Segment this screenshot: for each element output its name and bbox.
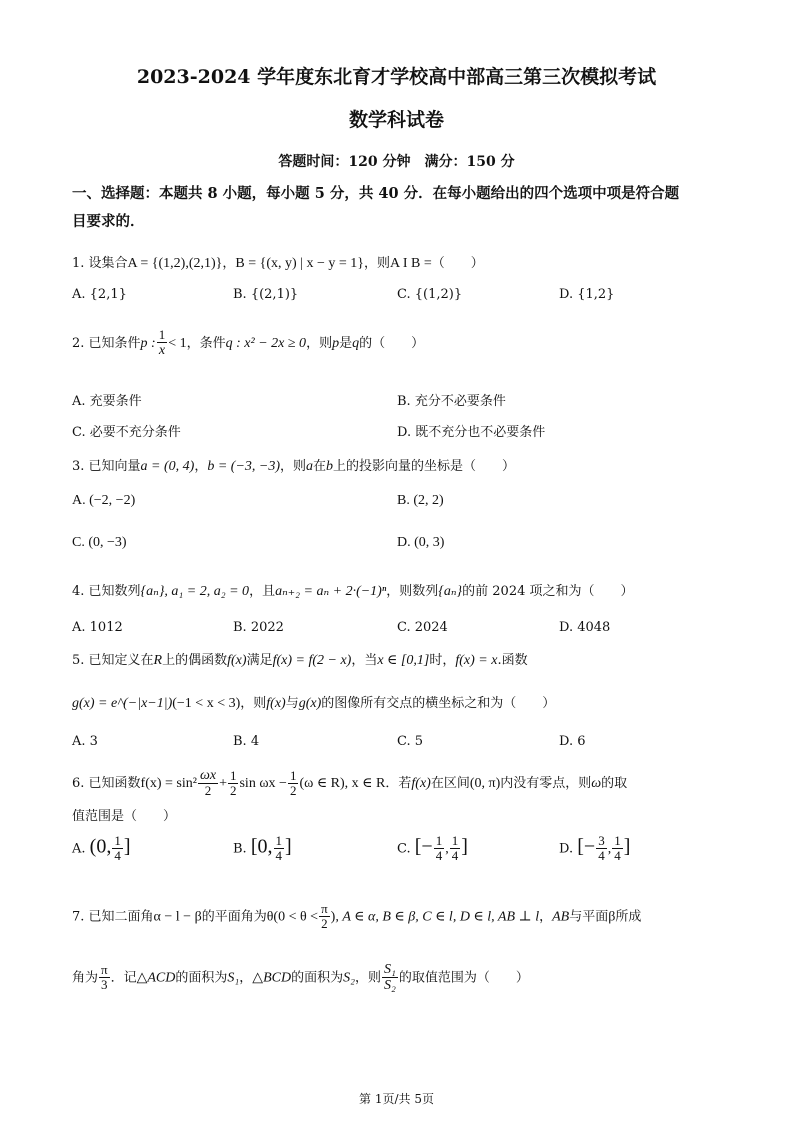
q6-d-num2: 1 xyxy=(614,833,621,848)
q2-tail-p: p xyxy=(332,335,340,351)
q7-beta: β xyxy=(608,909,616,925)
q6-b-num: 1 xyxy=(275,833,282,848)
q5-R: R xyxy=(153,653,163,668)
q6-c-frac2 xyxy=(450,834,461,864)
q6-option-d[interactable] xyxy=(559,834,630,864)
q7-S1: S₁ xyxy=(227,970,240,986)
q3-option-d[interactable]: D. (0, 3) xyxy=(397,535,445,550)
q7-l2-e: 的面积为 xyxy=(291,970,344,986)
subject-title: 数学科试卷 xyxy=(348,109,444,131)
section-heading-line1: 一、选择题：本题共 8 小题，每小题 5 分，共 40 分．在每小题给出的四个选项中项是符合题 xyxy=(72,185,680,202)
q5-option-b[interactable]: B. 4 xyxy=(233,734,260,749)
q5-g-domain: (−1 < x < 3) xyxy=(172,696,241,711)
q4-seq: {aₙ} xyxy=(140,584,165,599)
q7-l2-g: 的取值范围为（ ） xyxy=(398,970,529,986)
q6-d-label: D. xyxy=(559,841,574,857)
q4-option-c[interactable]: C. 2024 xyxy=(397,620,448,635)
q7-l2-f: ，则 xyxy=(354,970,381,986)
q6-interval: (0, π) xyxy=(469,775,501,791)
question-6-line2: 值范围是（ ） xyxy=(72,809,177,824)
q6-frac1-den: 2 xyxy=(204,783,212,799)
q2-then: ，则 xyxy=(306,335,333,351)
q2-option-b[interactable]: B. 充分不必要条件 xyxy=(397,394,506,409)
q6-c-num1: 1 xyxy=(435,833,443,848)
q2-option-c[interactable]: C. 必要不充分条件 xyxy=(72,425,181,440)
q5-g-def: g(x) = e^(−|x−1|) xyxy=(72,696,173,711)
q2-tail-q: q xyxy=(352,335,360,351)
q1-expr: A I B = xyxy=(390,256,432,271)
q4-then: ，则数列 xyxy=(386,584,439,599)
q7-comma: ， xyxy=(539,909,553,925)
q6-d-den1: 4 xyxy=(598,848,605,864)
q4-seq2: {aₙ} xyxy=(438,584,463,599)
q3-prefix: 3. 已知向量 xyxy=(72,459,141,474)
page-number: 第 1页/共 5页 xyxy=(359,1092,434,1106)
question-7-line1 xyxy=(72,902,641,932)
q6-prefix: 6. 已知函数 xyxy=(72,775,141,791)
q7-angle-den: 3 xyxy=(101,977,108,993)
q6-option-c[interactable] xyxy=(397,834,468,864)
q7-tri2: △BCD xyxy=(252,970,292,986)
q7-ratio-den: S₂ xyxy=(383,978,396,994)
q3-option-a[interactable]: A. (−2, −2) xyxy=(72,493,136,508)
q7-ratio-num: S₁ xyxy=(383,962,396,977)
q2-q-expr: q : x² − 2x ≥ 0 xyxy=(225,335,307,351)
q6-cond-c: 内没有零点，则 xyxy=(500,775,592,791)
q5-option-c[interactable]: C. 5 xyxy=(397,734,424,749)
q5-l1-b: 上的偶函数 xyxy=(162,653,228,668)
q5-l1-f: .函数 xyxy=(497,653,528,668)
q7-pi-frac xyxy=(319,902,330,932)
q2-tail-end: 的（ ） xyxy=(359,335,425,351)
q6-a-num: 1 xyxy=(114,833,121,848)
q6-frac2-num: 1 xyxy=(229,767,237,783)
exam-meta: 答题时间：120 分钟 满分：150 分 xyxy=(278,154,515,170)
q1-option-b[interactable]: B. {(2,1)} xyxy=(233,287,299,302)
q6-b-right: ] xyxy=(285,835,292,858)
question-6-line1 xyxy=(72,768,627,799)
q7-pi-num: π xyxy=(321,901,328,916)
q5-l1-d: ，当 xyxy=(351,653,378,668)
q7-l2-c: 的面积为 xyxy=(175,970,228,986)
question-2 xyxy=(72,328,424,359)
q7-prefix: 7. 已知二面角 xyxy=(72,909,154,925)
q5-fx3: f(x) xyxy=(266,696,286,711)
q6-omega: ω xyxy=(591,775,602,791)
q1-comma: ， xyxy=(222,256,236,271)
q6-frac1 xyxy=(198,768,218,799)
q6-domain: (ω ∈ R), x ∈ R xyxy=(299,775,386,791)
question-4 xyxy=(72,580,634,600)
question-1 xyxy=(72,252,484,272)
q6-mid: sin ωx − xyxy=(239,775,287,791)
q2-option-d[interactable]: D. 既不充分也不必要条件 xyxy=(397,425,546,440)
q6-d-num1: 3 xyxy=(598,833,605,848)
q4-option-b[interactable]: B. 2022 xyxy=(233,620,284,635)
q4-tail: 的前 2024 项之和为（ ） xyxy=(462,584,634,599)
question-7-line2 xyxy=(72,962,529,994)
q3-option-c[interactable]: C. (0, −3) xyxy=(72,535,127,550)
q4-option-a[interactable]: A. 1012 xyxy=(72,620,123,635)
q7-angle-num: π xyxy=(101,962,108,978)
q6-c-den1: 4 xyxy=(435,848,443,864)
q6-d-right: ] xyxy=(623,835,631,858)
q6-option-b[interactable] xyxy=(233,834,292,864)
q1-then: ，则 xyxy=(363,256,390,271)
q1-set-b: B = {(x, y) | x − y = 1} xyxy=(235,256,364,271)
q2-tail-mid: 是 xyxy=(339,335,353,351)
q6-fx: f(x) xyxy=(411,775,431,791)
q6-a-right: ] xyxy=(123,835,131,858)
q5-l1-c: 满足 xyxy=(246,653,273,668)
q5-yu: 与 xyxy=(285,696,299,711)
q5-fx2: f(x) = x xyxy=(455,653,498,668)
q2-prefix: 2. 已知条件 xyxy=(72,335,141,351)
q6-a-left: (0, xyxy=(89,835,112,858)
q2-option-a[interactable]: A. 充要条件 xyxy=(72,394,142,409)
q5-option-d[interactable]: D. 6 xyxy=(559,734,586,749)
q5-l2-c: 的图像所有交点的横坐标之和为（ ） xyxy=(321,696,556,711)
q5-fx: f(x) xyxy=(227,653,247,668)
q6-frac3-num: 1 xyxy=(289,767,297,783)
question-3 xyxy=(72,455,515,475)
q7-l2-a: 角为 xyxy=(72,970,99,986)
q6-frac1-num: ωx xyxy=(199,768,217,783)
q4-prefix: 4. 已知数列 xyxy=(72,584,141,599)
q6-d-frac1 xyxy=(596,834,607,864)
q6-cond-d: 的取 xyxy=(601,775,628,791)
q3-vector-a: a = (0, 4) xyxy=(140,459,195,474)
q6-cond-b: 在区间 xyxy=(430,775,470,791)
section-heading-line2: 目要求的． xyxy=(72,213,145,230)
q7-ratio-frac xyxy=(382,962,398,994)
q1-prefix: 1. 设集合 xyxy=(72,256,128,271)
q6-option-a[interactable] xyxy=(72,834,131,864)
q3-option-b[interactable]: B. (2, 2) xyxy=(397,493,444,508)
q5-l1-e: 时， xyxy=(429,653,456,668)
q6-f-left: f(x) = sin² xyxy=(140,775,197,791)
q6-frac2 xyxy=(228,769,239,799)
q6-a-label: A. xyxy=(72,841,86,857)
q7-tail2: 所成 xyxy=(615,909,642,925)
q6-frac2-den: 2 xyxy=(229,782,237,798)
q4-option-d[interactable]: D. 4048 xyxy=(559,620,611,635)
q7-theta-right: ) xyxy=(330,909,336,925)
q7-S2: S₂ xyxy=(343,970,355,986)
q6-d-frac2 xyxy=(612,834,623,864)
q1-option-c[interactable]: C. {(1,2)} xyxy=(397,287,463,302)
q3-a: a xyxy=(306,459,314,474)
q6-c-sep: , xyxy=(445,841,449,857)
q7-l2-b: ．记 xyxy=(110,970,137,986)
q6-b-den: 4 xyxy=(275,848,282,864)
q3-tail: 上的投影向量的坐标是（ ） xyxy=(333,459,516,474)
q2-frac-num: 1 xyxy=(158,327,166,342)
q6-c-frac1 xyxy=(434,834,445,864)
q7-theta-left: θ(0 < θ < xyxy=(266,909,319,925)
question-5-line1 xyxy=(72,649,528,669)
q5-option-a[interactable]: A. 3 xyxy=(72,734,98,749)
q6-c-num2: 1 xyxy=(451,833,459,848)
q7-AB: AB xyxy=(552,909,570,925)
q7-angle: α − l − β xyxy=(153,909,202,925)
q6-cond-a: ．若 xyxy=(385,775,412,791)
q7-cond: , A ∈ α, B ∈ β, C ∈ l, D ∈ l, AB ⊥ l xyxy=(335,909,540,925)
q7-mid1: 的平面角为 xyxy=(201,909,267,925)
exam-title: 2023-2024 学年度东北育才学校高中部高三第三次模拟考试 xyxy=(136,66,657,88)
q5-eq: f(x) = f(2 − x) xyxy=(272,653,352,668)
q2-frac-den: x xyxy=(158,343,166,359)
q3-vector-b: b = (−3, −3) xyxy=(207,459,281,474)
q6-frac3-den: 2 xyxy=(289,782,297,798)
q4-cond: , a₁ = 2, a₂ = 0 xyxy=(164,584,250,599)
q5-l2-b: ，则 xyxy=(240,696,267,711)
q5-l1-a: 5. 已知定义在 xyxy=(72,653,154,668)
q1-answer-paren: （ ） xyxy=(431,256,484,271)
q6-c-right: ] xyxy=(461,835,468,858)
q6-d-left: [− xyxy=(577,835,596,858)
q1-set-a: A = {(1,2),(2,1)} xyxy=(127,256,223,271)
q1-option-a[interactable]: A. {2,1} xyxy=(72,287,127,302)
q6-a-den: 4 xyxy=(114,848,121,864)
q7-tri1: △ACD xyxy=(136,970,176,986)
q7-angle-frac xyxy=(99,963,110,993)
q6-b-frac xyxy=(274,834,285,864)
q3-b: b xyxy=(326,459,334,474)
q4-and: ，且 xyxy=(249,584,276,599)
q5-cond: x ∈ [0,1] xyxy=(377,653,430,668)
q7-pi-den: 2 xyxy=(321,916,328,932)
q4-recurrence: aₙ₊₂ = aₙ + 2·(−1)ⁿ xyxy=(275,584,387,599)
q6-plus: + xyxy=(219,775,227,791)
q3-on: 在 xyxy=(313,459,327,474)
q7-l2-d: ， xyxy=(239,970,253,986)
q3-comma: ， xyxy=(194,459,208,474)
q6-frac3 xyxy=(288,769,299,799)
q6-c-label: C. xyxy=(397,841,411,857)
q6-b-label: B. xyxy=(233,841,247,857)
q6-b-left: [0, xyxy=(250,835,273,858)
q6-d-sep: , xyxy=(607,841,612,857)
q2-fraction xyxy=(157,328,168,359)
q6-a-frac xyxy=(112,834,123,864)
q2-p-rest: < 1 xyxy=(168,335,187,351)
q6-c-left: [− xyxy=(414,835,433,858)
question-5-line2 xyxy=(72,692,555,712)
q5-gx: g(x) xyxy=(298,696,322,711)
q1-option-d[interactable]: D. {1,2} xyxy=(559,287,615,302)
q2-p-label: p : xyxy=(140,335,156,351)
q3-then: ，则 xyxy=(280,459,307,474)
q7-tail1: 与平面 xyxy=(569,909,609,925)
q6-c-den2: 4 xyxy=(451,848,459,864)
q2-mid: ，条件 xyxy=(186,335,226,351)
q6-d-den2: 4 xyxy=(614,848,621,864)
